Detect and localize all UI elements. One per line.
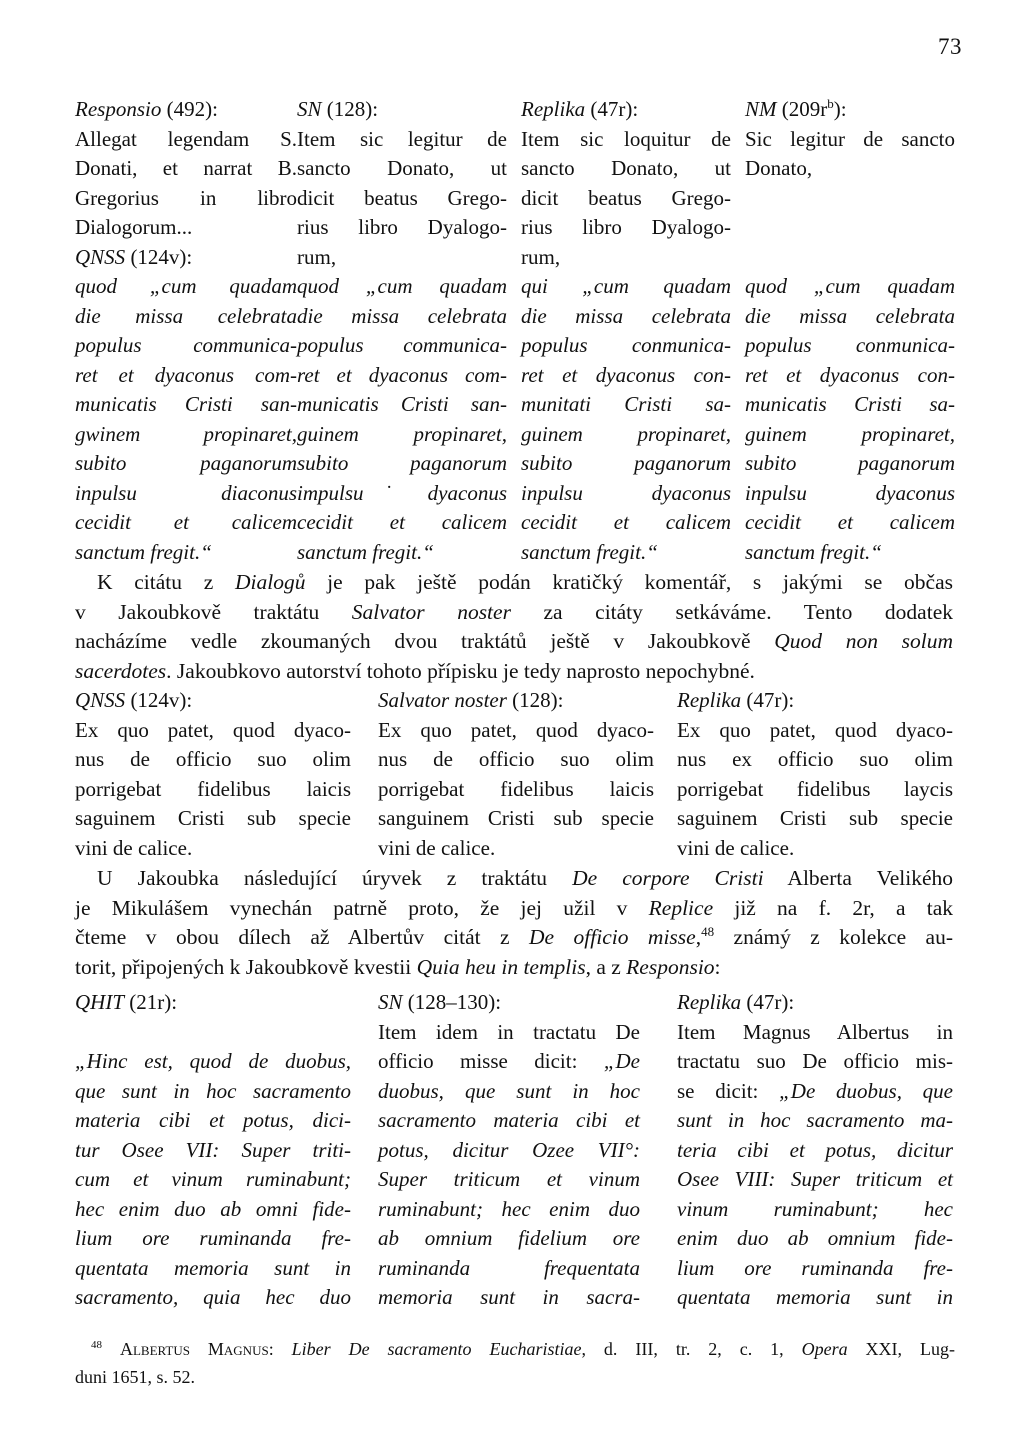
quote-line: quentata memoria sunt in — [677, 1285, 953, 1309]
text-line: Donati, et narrat B. — [75, 156, 297, 180]
quote-line: guinem propinaret, — [745, 421, 955, 446]
text-line: Item Magnus Albertus in — [677, 1019, 953, 1044]
quote-line: subito paganorum — [75, 451, 297, 475]
quote-line: teria cibi et potus, dicitur — [677, 1137, 953, 1162]
quote-line: die missa celebrata — [745, 303, 955, 328]
paragraph-line: sacerdotes. Jakoubkovo autorství tohoto přípisku je tedy naprosto nepochybné. — [75, 658, 755, 683]
paragraph-line: je Mikulášem vynechán patrně proto, že jej užil v Replice již na f. 2r, a tak — [75, 895, 953, 920]
column-header: QNSS (124v): — [75, 688, 193, 712]
column-salvator-noster — [378, 686, 654, 863]
text-line: Donato, — [745, 156, 813, 180]
page-number: 73 — [938, 34, 962, 59]
text-line: porrigebat fidelibus laycis — [677, 776, 953, 801]
text-line: nus ex officio suo olim — [677, 747, 953, 771]
quote-line: potus, dicitur Ozee VII°: — [378, 1137, 640, 1162]
quote-line: guinem propinaret, — [521, 421, 731, 446]
quote-line: ret et dyaconus com- — [75, 362, 297, 387]
text-line: dicit beatus Grego- — [297, 185, 507, 210]
quote-line: gwinem propinaret, — [75, 421, 297, 446]
paragraph-line: v Jakoubkově traktátu Salvator noster za citáty setkáváme. Tento dodatek — [75, 599, 953, 624]
column-subheader: QNSS (124v): — [75, 244, 193, 269]
text-line: saguinem Cristi sub specie — [677, 806, 953, 830]
text-line: Ex quo patet, quod dyaco- — [378, 717, 654, 742]
quote-line: sacramento materia cibi et — [378, 1108, 640, 1132]
quote-line: quentata memoria sunt in — [75, 1255, 351, 1280]
text-line: porrigebat fidelibus laicis — [378, 776, 654, 801]
quote-line: die missa celebrata — [75, 303, 297, 328]
text-line: rius libro Dyalogo- — [521, 215, 731, 239]
quote-line: quod „cum quadam — [745, 274, 955, 298]
paragraph-line: U Jakoubka následující úryvek z traktátu De corpore Cristi Alberta Velikého — [97, 866, 953, 890]
paragraph-line: nacházíme vedle zkoumaných dvou traktátů ještě v Jakoubkově Quod non solum — [75, 629, 953, 653]
column-header: QHIT (21r): — [75, 990, 178, 1014]
blank-line — [75, 1018, 351, 1048]
column-header: NM $(209r^b)$: — [745, 96, 847, 121]
blank-line — [745, 184, 955, 214]
quote-line: sanctum fregit.“ — [75, 539, 212, 564]
text-line: Gregorius in libro — [75, 185, 297, 210]
paragraph-1 — [75, 568, 953, 686]
quote-line: ab omnium fidelium ore — [378, 1226, 640, 1250]
text-line: nus de officio suo olim — [75, 747, 351, 771]
column-replika — [521, 95, 731, 567]
quote-line: cecidit et calicem — [521, 510, 731, 534]
quote-line: materia cibi et potus, dici- — [75, 1108, 351, 1132]
blank-line — [745, 243, 955, 273]
quote-line: municatis Cristi san- — [75, 392, 297, 416]
column-responsio — [75, 95, 297, 567]
column-header: Replika (47r): — [677, 688, 795, 712]
column-replika — [677, 686, 953, 863]
comparison-table-1 — [75, 95, 955, 567]
column-qnss — [75, 686, 351, 863]
text-line: Dialogorum... — [75, 215, 193, 239]
column-sn — [378, 988, 640, 1313]
quote-line: inpulsu dyaconus — [745, 480, 955, 505]
quote-line: cecidit et calicem — [745, 510, 955, 534]
text-line: rius libro Dyalogo- — [297, 215, 507, 239]
quote-line: die missa celebrata — [297, 303, 507, 328]
column-sn — [297, 95, 507, 567]
quote-line: subito paganorum — [521, 451, 731, 475]
quote-line: tur Osee VII: Super triti- — [75, 1137, 351, 1162]
quote-line: ret et dyaconus con- — [745, 362, 955, 387]
paragraph-line: čteme v obou dílech až Albertův citát z De officio misse,$^{48}$ známý z kolekce au- — [75, 923, 954, 949]
column-header: SN (128): — [297, 97, 379, 121]
quote-line: populus communica- — [75, 333, 297, 357]
column-replika — [677, 988, 953, 1313]
column-qhit — [75, 988, 351, 1313]
quote-line: munitati Cristi sa- — [521, 392, 731, 416]
footnote-line: $^{48}$ Albertus Magnus: Liber De sacramento Eucharistiae, d. III, tr. 2, c. 1, Opera XXI, Lug- — [91, 1339, 955, 1359]
paragraph-line: K citátu z Dialogů je pak ještě podán kratičký komentář, s jakými se občas — [97, 570, 954, 594]
comparison-table-3 — [75, 988, 953, 1313]
text-line: Ex quo patet, quod dyaco- — [75, 717, 351, 742]
quote-line: duobus, que sunt in hoc — [378, 1078, 640, 1103]
paragraph-2 — [75, 864, 953, 982]
footnote — [75, 1335, 955, 1391]
text-line: se dicit: „De duobus, que — [677, 1078, 953, 1103]
quote-line: „Hinc est, quod de duobus, — [75, 1049, 351, 1073]
text-line: Item sic legitur de — [297, 126, 507, 151]
column-header: Replika (47r): — [521, 97, 639, 121]
quote-line: sunt in hoc sacramento ma- — [677, 1108, 953, 1132]
quote-line: sanctum fregit.“ — [745, 539, 882, 564]
text-line: rum, — [297, 244, 337, 269]
column-header: Salvator noster (128): — [378, 688, 564, 712]
text-line: vini de calice. — [75, 835, 193, 860]
text-line: saguinem Cristi sub specie — [75, 806, 351, 830]
quote-line: qui „cum quadam — [521, 274, 731, 298]
text-line: officio misse dicit: „De — [378, 1049, 640, 1073]
text-line: rum, — [521, 244, 561, 269]
blank-line — [745, 213, 955, 243]
quote-line: Super triticum et vinum — [378, 1167, 640, 1191]
quote-line: subito paganorum — [745, 451, 955, 475]
column-header: SN (128–130): — [378, 990, 502, 1014]
footnote-reference: 48 — [701, 923, 715, 939]
quote-line: que sunt in hoc sacramento — [75, 1078, 351, 1103]
quote-line: populus conmunica- — [745, 333, 955, 357]
column-header: Responsio (492): — [75, 97, 218, 121]
quote-line: sacramento, quia hec duo — [75, 1285, 351, 1309]
comparison-table-2 — [75, 686, 953, 863]
quote-line: ruminanda frequentata — [378, 1255, 640, 1280]
quote-line: lium ore ruminanda fre- — [677, 1255, 953, 1280]
quote-line: municatis Cristi san- — [297, 392, 507, 416]
quote-line: hec enim duo ab omni fide- — [75, 1196, 351, 1221]
quote-line: die missa celebrata — [521, 303, 731, 328]
footnote-line: duni 1651, s. 52. — [75, 1367, 196, 1387]
quote-line: lium ore ruminanda fre- — [75, 1226, 351, 1250]
quote-line: quod „cum quadam — [75, 274, 297, 298]
quote-line: ret et dyaconus com- — [297, 362, 507, 387]
quote-line: subito paganorum — [297, 451, 507, 475]
footnote-marker: 48 — [91, 1339, 102, 1351]
text-line: tractatu suo De officio mis- — [677, 1049, 953, 1073]
text-line: sanguinem Cristi sub specie — [378, 806, 654, 830]
quote-line: populus communica- — [297, 333, 507, 357]
quote-line: populus conmunica- — [521, 333, 731, 357]
quote-line: cecidit et calicem — [297, 510, 507, 534]
column-header: Replika (47r): — [677, 990, 795, 1014]
text-line: vini de calice. — [677, 835, 795, 860]
quote-line: sanctum fregit.“ — [297, 539, 434, 564]
quote-line: quod „cum quadam — [297, 274, 507, 298]
quote-line: sanctum fregit.“ — [521, 539, 658, 564]
text-line: porrigebat fidelibus laicis — [75, 776, 351, 801]
quote-line: enim duo ab omnium fide- — [677, 1226, 953, 1250]
text-line: Sic legitur de sancto — [745, 126, 955, 151]
column-nm — [745, 95, 955, 567]
text-line: sancto Donato, ut — [521, 156, 731, 180]
text-line: sancto Donato, ut — [297, 156, 507, 180]
quote-line: ret et dyaconus con- — [521, 362, 731, 387]
quote-line: cum et vinum ruminabunt; — [75, 1167, 351, 1191]
text-line: Ex quo patet, quod dyaco- — [677, 717, 953, 742]
text-line: vini de calice. — [378, 835, 496, 860]
paragraph-line: torit, připojených k Jakoubkově kvestii Quia heu in templis, a z Responsio: — [75, 954, 721, 979]
quote-line: inpulsu dyaconus — [521, 480, 731, 505]
quote-line: municatis Cristi sa- — [745, 392, 955, 416]
quote-line: guinem propinaret, — [297, 421, 507, 446]
quote-line: Osee VIII: Super triticum et — [677, 1167, 953, 1191]
quote-line: ruminabunt; hec enim duo — [378, 1196, 640, 1221]
quote-line: vinum ruminabunt; hec — [677, 1196, 953, 1221]
quote-line: impulsu ˙ dyaconus — [297, 480, 507, 505]
text-line: dicit beatus Grego- — [521, 185, 731, 210]
quote-line: cecidit et calicem — [75, 510, 297, 534]
quote-line: inpulsu diaconus — [75, 480, 297, 505]
text-line: nus de officio suo olim — [378, 747, 654, 771]
text-line: Item idem in tractatu De — [378, 1019, 640, 1044]
text-line: Allegat legendam S. — [75, 126, 297, 151]
quote-line: memoria sunt in sacra- — [378, 1285, 640, 1309]
text-line: Item sic loquitur de — [521, 126, 731, 151]
